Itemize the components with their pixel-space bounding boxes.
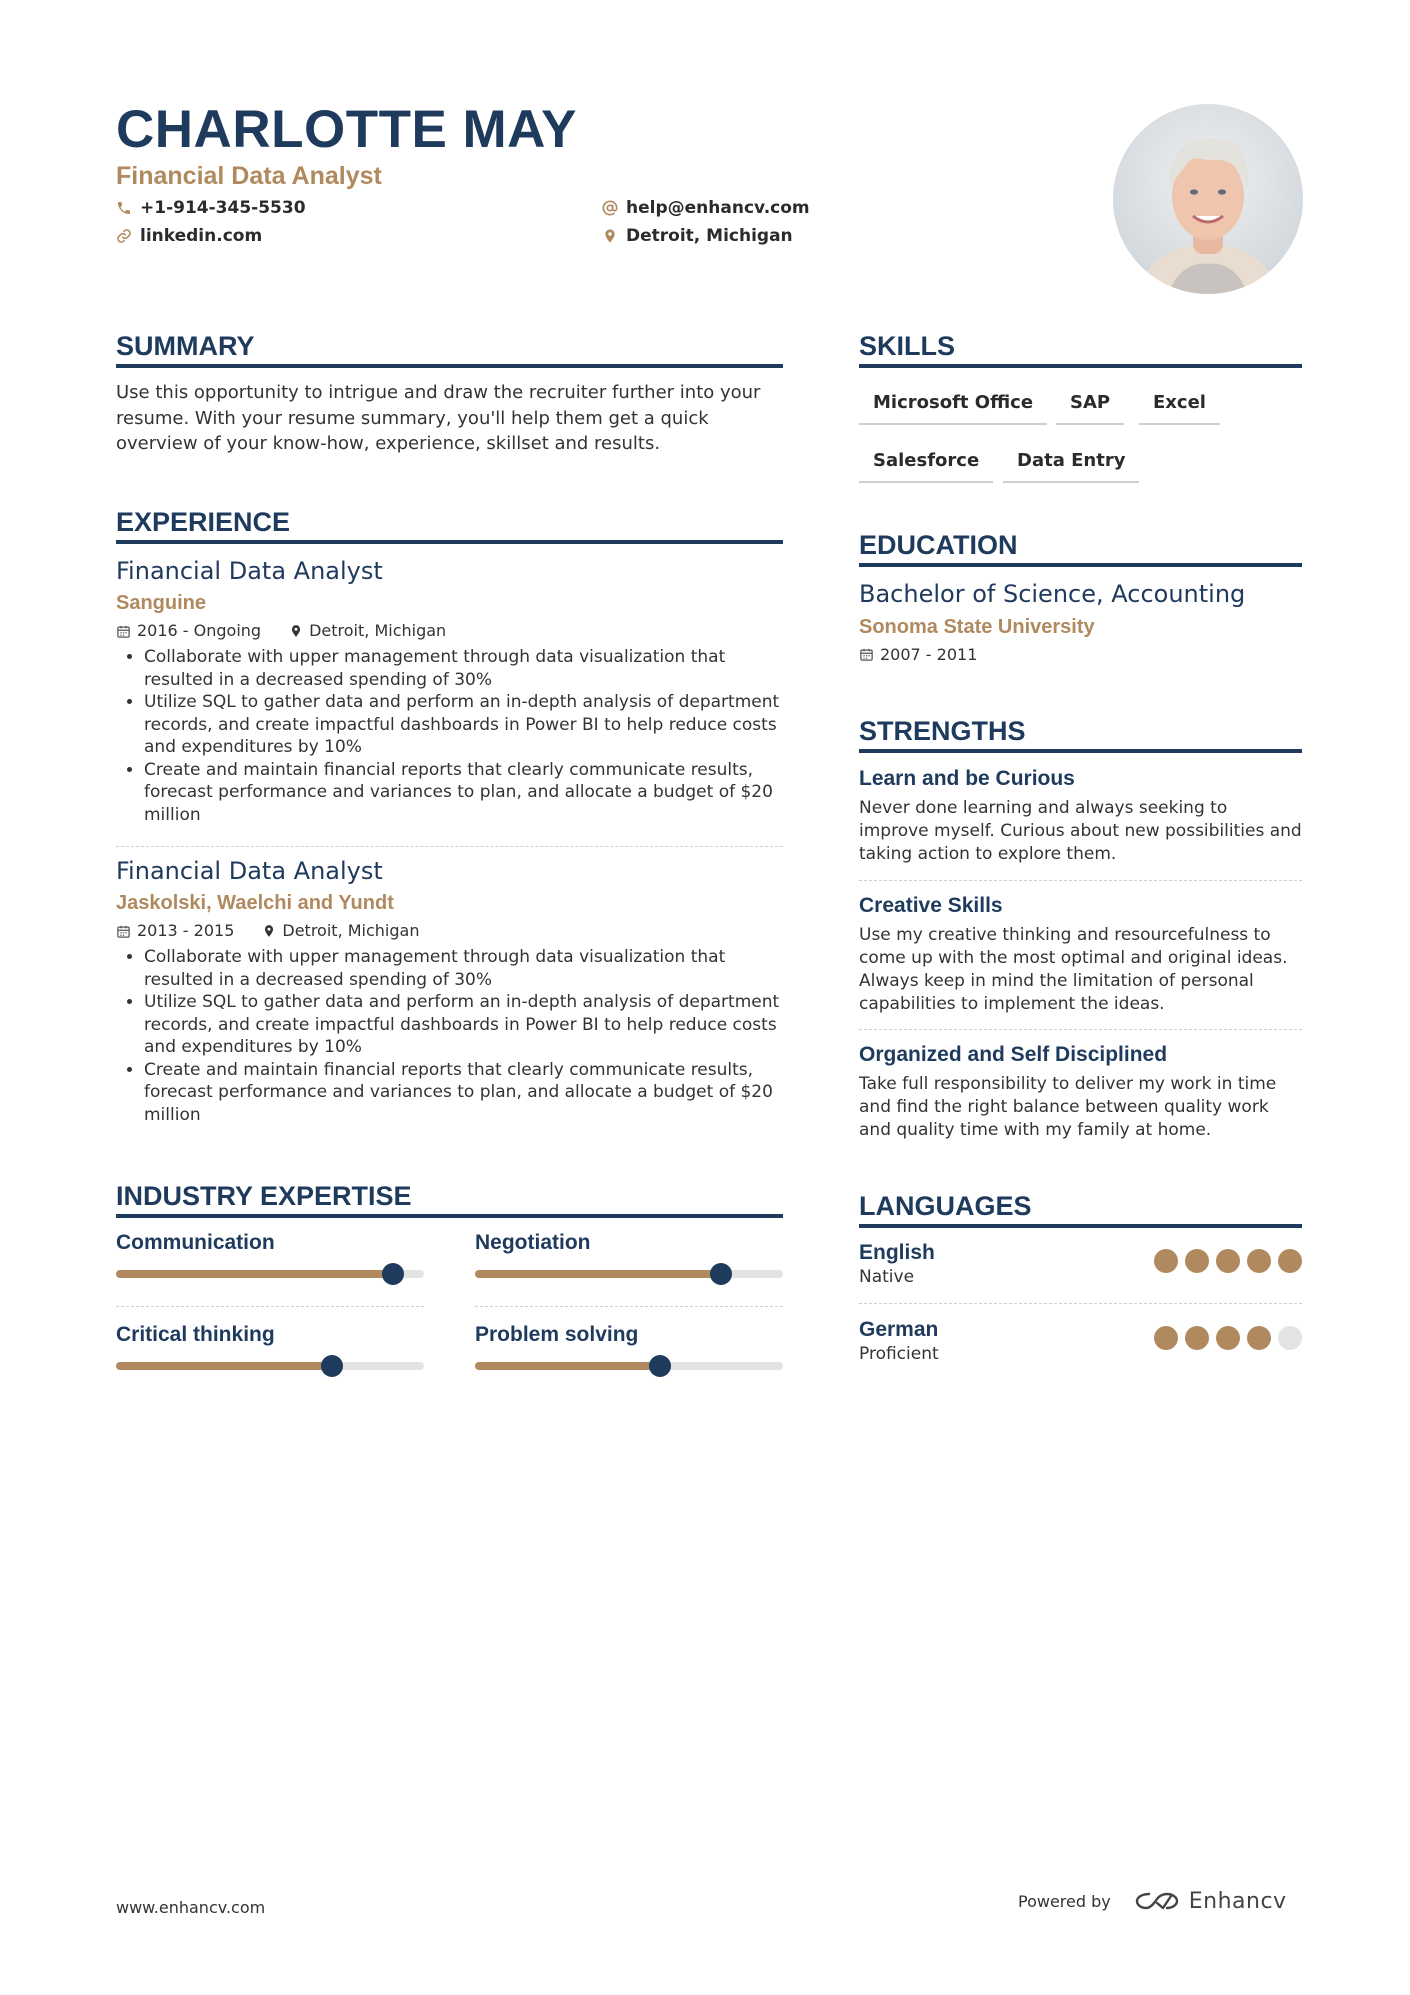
expertise-label: Critical thinking — [116, 1323, 275, 1346]
expertise-bar — [475, 1270, 783, 1278]
skill-tag: Salesforce — [859, 449, 993, 483]
proficiency-dot — [1216, 1249, 1240, 1273]
location-pin-icon — [289, 624, 303, 638]
location-pin-icon — [602, 228, 618, 244]
expertise-bar-fill — [475, 1270, 721, 1278]
language-item — [859, 1241, 1302, 1291]
job-bullet: • Create and maintain financial reports that clearly communicate results, forecast performance and variances to plan, and allocate a budget of $20 million — [144, 1059, 783, 1127]
language-dots — [1154, 1249, 1302, 1273]
footer-website[interactable]: www.enhancv.com — [116, 1898, 266, 1917]
expertise-bar-knob — [382, 1263, 404, 1285]
expertise-label: Communication — [116, 1231, 275, 1254]
calendar-icon — [116, 624, 131, 639]
footer-powered-by[interactable] — [1018, 1888, 1287, 1914]
divider — [859, 1303, 1302, 1304]
job-bullet: • Create and maintain financial reports that clearly communicate results, forecast performance and variances to plan, and allocate a budget of $20 million — [144, 759, 783, 827]
strengths-heading: STRENGTHS — [859, 715, 1302, 753]
education-dates-row — [859, 645, 977, 664]
candidate-name: CHARLOTTE MAY — [116, 100, 577, 159]
phone-icon — [116, 200, 132, 216]
education-heading: EDUCATION — [859, 529, 1302, 567]
divider — [859, 1029, 1302, 1030]
proficiency-dot — [1278, 1249, 1302, 1273]
job-location: Detroit, Michigan — [309, 621, 447, 640]
education-school: Sonoma State University — [859, 616, 1095, 638]
strength-title: Organized and Self Disciplined — [859, 1043, 1168, 1066]
job-bullet: • Utilize SQL to gather data and perform an in-depth analysis of department records, and create impactful dashboards in Power BI to help reduce costs and expenditures by 10% — [144, 691, 783, 759]
proficiency-dot — [1185, 1249, 1209, 1273]
job-bullet: • Collaborate with upper management through data visualization that resulted in a decreased spending of 30% — [144, 946, 783, 991]
language-item — [859, 1318, 1302, 1368]
skill-tag: SAP — [1056, 391, 1124, 425]
industry-expertise-heading: INDUSTRY EXPERTISE — [116, 1180, 783, 1218]
strength-item — [859, 1041, 1302, 1142]
candidate-title: Financial Data Analyst — [116, 162, 382, 190]
skills-heading: SKILLS — [859, 330, 1302, 368]
expertise-item — [475, 1322, 783, 1370]
proficiency-dot — [1185, 1326, 1209, 1350]
linkedin-contact[interactable] — [116, 226, 262, 246]
profile-photo — [1113, 104, 1303, 294]
expertise-bar-fill — [116, 1270, 393, 1278]
experience-heading: EXPERIENCE — [116, 506, 783, 544]
expertise-bar-knob — [710, 1263, 732, 1285]
job-title: Financial Data Analyst — [116, 857, 383, 885]
skill-tag: Data Entry — [1003, 449, 1139, 483]
language-level: Proficient — [859, 1344, 939, 1364]
calendar-icon — [859, 647, 874, 662]
email-text: help@enhancv.com — [626, 198, 810, 218]
divider — [116, 846, 783, 847]
enhancv-logo-icon — [1133, 1888, 1181, 1914]
job-bullet: • Collaborate with upper management through data visualization that resulted in a decreased spending of 30% — [144, 646, 783, 691]
education-degree: Bachelor of Science, Accounting — [859, 580, 1246, 608]
job-dates: 2016 - Ongoing — [137, 621, 262, 640]
expertise-label: Negotiation — [475, 1231, 591, 1254]
education-dates: 2007 - 2011 — [880, 645, 978, 664]
linkedin-text: linkedin.com — [140, 226, 263, 246]
language-name: German — [859, 1318, 939, 1341]
skill-tag: Microsoft Office — [859, 391, 1047, 425]
proficiency-dot — [1278, 1326, 1302, 1350]
strength-desc: Use my creative thinking and resourcefulness to come up with the most optimal and original ideas. Always keep in mind the limitation of personal capabilities to implement the ideas. — [859, 925, 1288, 1014]
summary-heading: SUMMARY — [116, 330, 783, 368]
expertise-item — [116, 1322, 424, 1370]
languages-heading: LANGUAGES — [859, 1190, 1302, 1228]
expertise-bar-knob — [321, 1355, 343, 1377]
job-entry — [116, 556, 783, 826]
expertise-bar-fill — [475, 1362, 660, 1370]
strength-title: Learn and be Curious — [859, 767, 1075, 790]
proficiency-dot — [1154, 1249, 1178, 1273]
phone-contact[interactable] — [116, 198, 306, 218]
location-pin-icon — [262, 924, 276, 938]
job-bullets — [116, 946, 783, 1126]
expertise-label: Problem solving — [475, 1323, 639, 1346]
expertise-bar — [116, 1362, 424, 1370]
strength-desc: Take full responsibility to deliver my work in time and find the right balance between quality work and quality time with my family at home. — [859, 1074, 1277, 1140]
job-company: Sanguine — [116, 592, 207, 614]
strength-desc: Never done learning and always seeking to improve myself. Curious about new possibilities and taking action to explore them. — [859, 798, 1302, 864]
divider — [116, 1306, 424, 1307]
calendar-icon — [116, 924, 131, 939]
expertise-bar-fill — [116, 1362, 332, 1370]
proficiency-dot — [1247, 1249, 1271, 1273]
job-meta — [116, 920, 783, 942]
job-location: Detroit, Michigan — [282, 921, 420, 940]
expertise-bar-knob — [649, 1355, 671, 1377]
language-name: English — [859, 1241, 935, 1264]
job-bullet: • Utilize SQL to gather data and perform an in-depth analysis of department records, and create impactful dashboards in Power BI to help reduce costs and expenditures by 10% — [144, 991, 783, 1059]
job-company: Jaskolski, Waelchi and Yundt — [116, 892, 394, 914]
brand-name: Enhancv — [1188, 1888, 1287, 1914]
email-contact[interactable] — [602, 198, 810, 218]
skill-tag: Excel — [1139, 391, 1220, 425]
proficiency-dot — [1247, 1326, 1271, 1350]
proficiency-dot — [1216, 1326, 1240, 1350]
phone-text: +1-914-345-5530 — [140, 198, 306, 218]
language-level: Native — [859, 1267, 915, 1287]
summary-text: Use this opportunity to intrigue and draw the recruiter further into your resume. With your resume summary, you'll help them get a quick overview of your know-how, experience, skillset and results. — [116, 382, 761, 454]
expertise-item — [475, 1230, 783, 1278]
location-text: Detroit, Michigan — [626, 226, 793, 246]
job-bullets — [116, 646, 783, 826]
expertise-item — [116, 1230, 424, 1278]
job-title: Financial Data Analyst — [116, 557, 383, 585]
expertise-bar — [475, 1362, 783, 1370]
link-icon — [116, 228, 132, 244]
job-entry — [116, 856, 783, 1126]
location-contact — [602, 226, 793, 246]
powered-by-text: Powered by — [1018, 1891, 1111, 1911]
at-icon — [602, 200, 618, 216]
divider — [859, 880, 1302, 881]
strength-item — [859, 892, 1302, 1016]
expertise-bar — [116, 1270, 424, 1278]
language-dots — [1154, 1326, 1302, 1350]
divider — [475, 1306, 783, 1307]
proficiency-dot — [1154, 1326, 1178, 1350]
job-meta — [116, 620, 783, 642]
strength-item — [859, 765, 1302, 866]
job-dates: 2013 - 2015 — [137, 921, 235, 940]
strength-title: Creative Skills — [859, 894, 1003, 917]
